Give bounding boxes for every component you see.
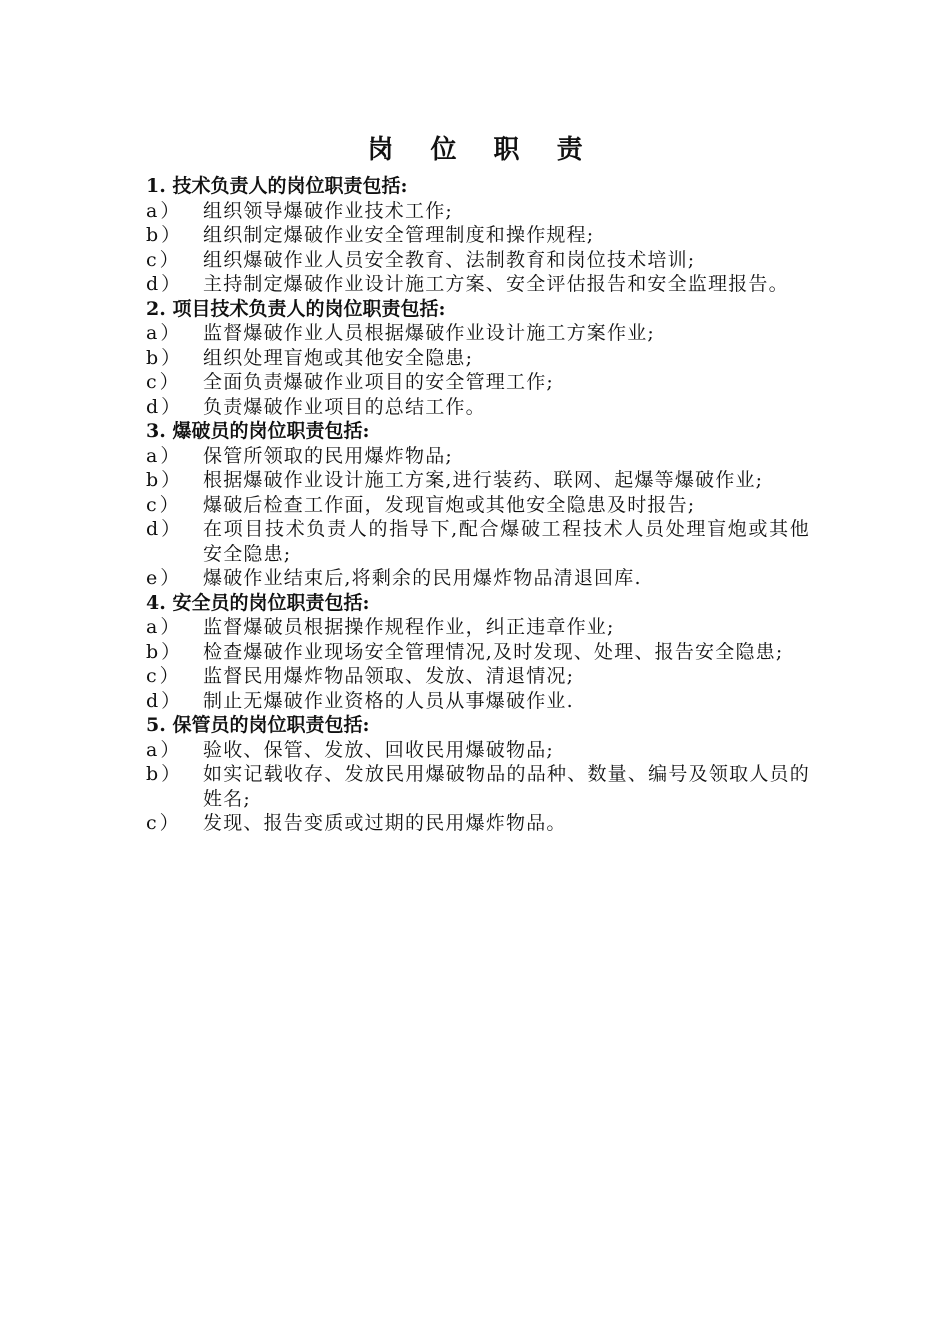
list-item-marker: c） [146,812,182,834]
list-item [146,640,810,665]
section-heading: 2. 项目技术负责人的岗位职责包括: [146,297,446,320]
list-item [146,248,810,273]
list-item-text: 验收、保管、发放、回收民用爆破物品; [203,738,555,761]
list-item [146,738,810,763]
list-item-marker: a） [146,444,183,467]
list-item [146,395,810,420]
list-item-marker: a） [146,738,183,761]
list-item-marker: a） [146,616,183,638]
list-item-text: 在项目技术负责人的指导下,配合爆破工程技术人员处理盲炮或其他安全隐患; [203,518,810,565]
list-item-text: 组织爆破作业人员安全教育、法制教育和岗位技术培训; [203,248,696,271]
list-item [146,689,810,714]
list-item-marker: c） [146,248,182,271]
list-item-text: 根据爆破作业设计施工方案,进行装药、联网、起爆等爆破作业; [203,469,764,491]
list-item-marker: a） [146,199,183,222]
list-item [146,321,810,346]
list-item-marker: b） [146,469,184,491]
section-heading: 1. 技术负责人的岗位职责包括: [146,175,408,197]
list-item [146,811,810,836]
list-item-text: 监督民用爆炸物品领取、发放、清退情况; [203,665,575,687]
list-item [146,664,810,689]
list-item-text: 检查爆破作业现场安全管理情况,及时发现、处理、报告安全隐患; [203,640,784,663]
list-item [146,272,810,297]
list-item [146,370,810,395]
list-item-text: 全面负责爆破作业项目的安全管理工作; [203,371,555,393]
list-item-marker: d） [146,689,184,712]
list-item-marker: b） [146,224,184,246]
list-item-marker: d） [146,395,184,418]
list-item-marker: e） [146,567,183,589]
list-item [146,444,810,469]
list-item-marker: c） [146,493,182,516]
list-item [146,517,810,566]
list-item-text: 保管所领取的民用爆炸物品; [203,444,454,467]
list-item-text: 爆破后检查工作面，发现盲炮或其他安全隐患及时报告; [203,493,696,516]
list-item-text: 组织处理盲炮或其他安全隐患; [203,346,474,369]
list-item-marker: a） [146,322,183,344]
list-item-marker: c） [146,665,182,687]
list-item-text: 监督爆破员根据操作规程作业，纠正违章作业; [203,616,615,638]
list-item-text: 主持制定爆破作业设计施工方案、安全评估报告和安全监理报告。 [203,273,789,295]
list-item-text: 爆破作业结束后,将剩余的民用爆炸物品清退回库. [203,567,642,589]
list-item-text: 制止无爆破作业资格的人员从事爆破作业. [203,689,574,712]
list-item-text: 组织制定爆破作业安全管理制度和操作规程; [203,224,595,246]
list-item-marker: d） [146,518,184,540]
list-item-text: 负责爆破作业项目的总结工作。 [203,395,486,418]
list-item-text: 监督爆破作业人员根据爆破作业设计施工方案作业; [203,322,656,344]
list-item [146,762,810,811]
list-item-text: 发现、报告变质或过期的民用爆炸物品。 [203,812,567,834]
list-item-marker: d） [146,273,184,295]
document-body [146,174,810,836]
list-item [146,223,810,248]
document-title: 岗 位 职 责 [367,135,597,165]
section-heading: 5. 保管员的岗位职责包括: [146,714,370,736]
section-heading: 4. 安全员的岗位职责包括: [146,591,370,614]
list-item-marker: b） [146,763,184,785]
section-heading: 3. 爆破员的岗位职责包括: [146,420,370,442]
list-item [146,566,810,591]
list-item-marker: c） [146,371,182,393]
list-item-text: 如实记载收存、发放民用爆破物品的品种、数量、编号及领取人员的姓名; [203,763,810,810]
list-item [146,615,810,640]
list-item [146,346,810,371]
list-item-text: 组织领导爆破作业技术工作; [203,199,454,222]
list-item [146,468,810,493]
list-item [146,493,810,518]
list-item [146,199,810,224]
list-item-marker: b） [146,346,184,369]
list-item-marker: b） [146,640,184,663]
